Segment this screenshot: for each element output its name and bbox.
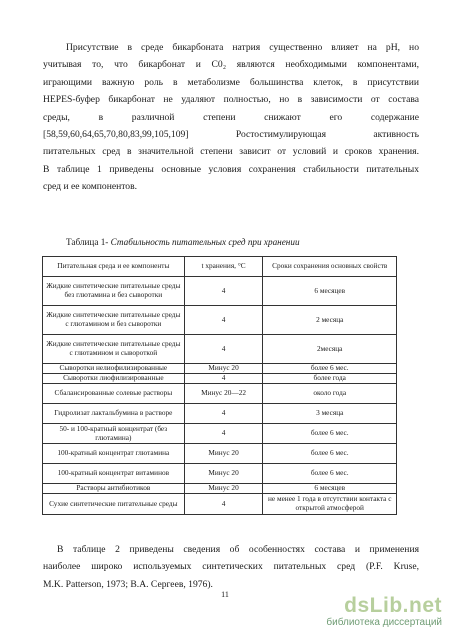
cell-storage-term: 2 месяца <box>263 306 397 335</box>
cell-storage-term: более 6 мес. <box>263 444 397 464</box>
table-row <box>43 444 397 464</box>
watermark-tagline: библиотека диссертаций <box>326 617 442 628</box>
cell-temperature: Минус 20—22 <box>184 384 263 404</box>
cell-temperature: 4 <box>184 277 263 306</box>
text-line: сред и ее компонентов. <box>43 181 138 193</box>
cell-storage-term: 2месяца <box>263 335 397 364</box>
caption-title: Стабильность питательных сред при хранении <box>110 237 300 247</box>
text-line: питательных сред в значительной степени зависит от условий и сроков хранения. <box>43 146 419 158</box>
cell-medium: Жидкие синтетические питательные среды с глютамином и без сыворотки <box>43 306 185 335</box>
cell-medium: Растворы антибиотиков <box>43 484 185 494</box>
cell-medium: Жидкие синтетические питательные среды с глютамином и сывороткой <box>43 335 185 364</box>
text-line: В таблице 1 приведены основные условия сохранения стабильности питательных <box>43 163 419 175</box>
text-line: наиболее широко используемых синтетических питательных сред (P.F. Kruse, <box>43 561 419 573</box>
paragraph-intro <box>43 39 419 196</box>
text-line: В таблице 2 приведены сведения об особенностях состава и применения <box>57 544 419 555</box>
stability-table <box>42 256 397 515</box>
cell-storage-term: более 6 мес. <box>263 424 397 444</box>
cell-temperature: 4 <box>184 424 263 444</box>
cell-temperature: 4 <box>184 404 263 424</box>
text-line: [58,59,60,64,65,70,80,83,99,105,109] Ростостимулирующая активность <box>43 129 419 141</box>
cell-temperature: 4 <box>184 335 263 364</box>
cell-medium: 100-кратный концентрат витаминов <box>43 464 185 484</box>
text-line: HEPES-буфер бикарбонат не удаляют полностью, но в зависимости от состава <box>43 94 419 106</box>
cell-temperature: Минус 20 <box>184 484 263 494</box>
cell-medium: 100-кратный концентрат глютамина <box>43 444 185 464</box>
cell-storage-term: более 6 мес. <box>263 464 397 484</box>
table-header-row <box>43 257 397 277</box>
page-number: 11 <box>221 590 229 599</box>
cell-medium: Сбалансированные солевые растворы <box>43 384 185 404</box>
cell-storage-term: более года <box>263 374 397 384</box>
cell-medium: Сыворотки нелиофилизированные <box>43 364 185 374</box>
cell-medium: 50- и 100-кратный концентрат (без глютамина) <box>43 424 185 444</box>
table-row <box>43 484 397 494</box>
cell-temperature: 4 <box>184 374 263 384</box>
cell-storage-term: 6 месяцев <box>263 484 397 494</box>
watermark-logo: dsLib.net <box>344 594 442 617</box>
text-line: среды, в различной степени снижают его содержание <box>43 111 419 123</box>
text-line: играющими важную роль в метаболизме большинства клеток, в присутствии <box>43 76 419 88</box>
table-row <box>43 404 397 424</box>
table-row <box>43 424 397 444</box>
cell-storage-term: 3 месяца <box>263 404 397 424</box>
cell-temperature: Минус 20 <box>184 444 263 464</box>
cell-temperature: Минус 20 <box>184 364 263 374</box>
paragraph-table2-intro <box>43 541 419 593</box>
watermark <box>314 595 442 629</box>
cell-storage-term: около года <box>263 384 397 404</box>
table-row <box>43 384 397 404</box>
table-caption <box>66 237 300 247</box>
cell-medium: Сыворотки лиофилизированные <box>43 374 185 384</box>
cell-medium: Сухие синтетические питательные среды <box>43 494 185 515</box>
cell-temperature: Минус 20 <box>184 464 263 484</box>
header-cell-medium: Питательная среда и ее компоненты <box>43 257 185 277</box>
header-cell-storage-term: Сроки сохранения основных свойств <box>263 257 397 277</box>
table-row <box>43 374 397 384</box>
cell-temperature: 4 <box>184 494 263 515</box>
table-row <box>43 464 397 484</box>
table-row <box>43 306 397 335</box>
text-line: Присутствие в среде бикарбоната натрия существенно влияет на pH, но <box>66 42 419 53</box>
cell-medium: Гидролизат лактальбумина в растворе <box>43 404 185 424</box>
table-row <box>43 277 397 306</box>
cell-medium: Жидкие синтетические питательные среды без глютамина и без сыворотки <box>43 277 185 306</box>
cell-temperature: 4 <box>184 306 263 335</box>
table-row <box>43 335 397 364</box>
cell-storage-term: не менее 1 года в отсутствии контакта с открытой атмосферой <box>263 494 397 515</box>
cell-storage-term: более 6 мес. <box>263 364 397 374</box>
cell-storage-term: 6 месяцев <box>263 277 397 306</box>
text-line: M.K. Patterson, 1973; В.А. Сергеев, 1976). <box>43 578 213 590</box>
text-line: учитывая то, что бикарбонат и C0₂ являются необходимыми компонентами, <box>43 59 419 71</box>
caption-prefix: Таблица 1- <box>66 237 111 247</box>
table-row <box>43 364 397 374</box>
table-row <box>43 494 397 515</box>
header-cell-temperature: t хранения, °С <box>184 257 263 277</box>
